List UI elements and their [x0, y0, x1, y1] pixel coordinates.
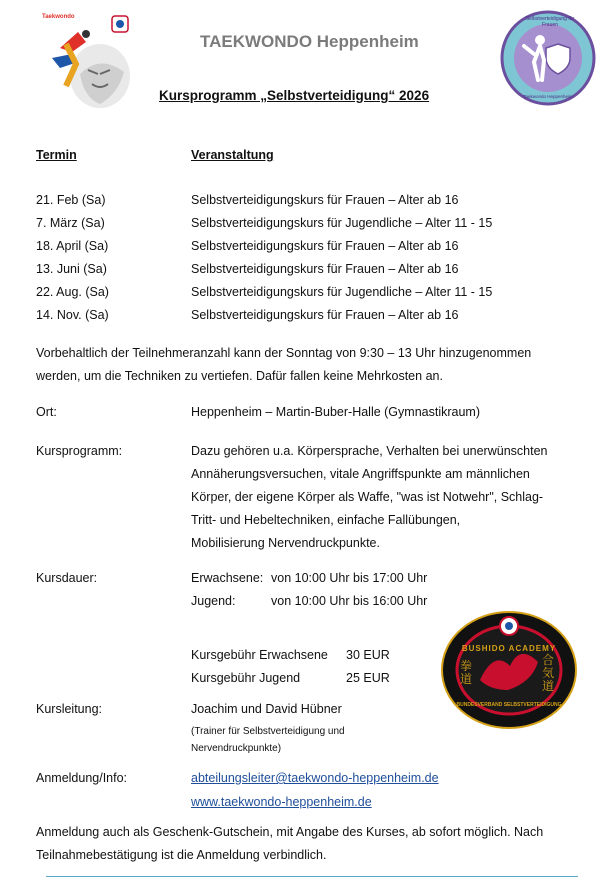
- program-line: Dazu gehören u.a. Körpersprache, Verhalten bei unerwünschten: [191, 444, 548, 458]
- instructors-note-line: (Trainer für Selbstverteidigung und: [191, 726, 345, 737]
- duration-youth-value: von 10:00 Uhr bis 16:00 Uhr: [271, 594, 428, 608]
- program-line: Annäherungsversuchen, vitale Angriffspunkte am männlichen: [191, 467, 530, 481]
- duration-youth-label: Jugend:: [191, 594, 236, 608]
- badge-right-kanji: 合気道: [542, 653, 555, 693]
- footer-note-line: Teilnahmebestätigung ist die Anmeldung verbindlich.: [36, 848, 327, 862]
- badge-bottom-text: BUNDESVERBAND SELBSTVERTEIDIGUNG: [456, 702, 562, 708]
- duration-adult-label: Erwachsene:: [191, 571, 264, 585]
- footer-note: [36, 821, 576, 867]
- taekwondo-logo: [40, 14, 132, 110]
- schedule-row-event: Selbstverteidigungskurs für Jugendliche – Alter 11 - 15: [191, 285, 493, 299]
- self-defense-women-logo: [500, 10, 596, 106]
- program-line: Mobilisierung Nervendruckpunkte.: [191, 536, 380, 550]
- schedule-row-event: Selbstverteidigungskurs für Frauen – Alter ab 16: [191, 239, 459, 253]
- sunday-note: [36, 342, 576, 388]
- program-line: Tritt- und Hebeltechniken, einfache Fallübungen,: [191, 513, 461, 527]
- schedule-row-date: 14. Nov. (Sa): [36, 308, 109, 322]
- website-link[interactable]: www.taekwondo-heppenheim.de: [191, 795, 372, 809]
- program-label: Kursprogramm:: [36, 444, 123, 458]
- program-line: Körper, der eigene Körper als Waffe, "was ist Notwehr", Schlag-: [191, 490, 544, 504]
- org-title: TAEKWONDO Heppenheim: [200, 32, 419, 51]
- instructors-names: Joachim und David Hübner: [191, 702, 342, 716]
- duration-adult-value: von 10:00 Uhr bis 17:00 Uhr: [271, 571, 428, 585]
- instructors-label: Kursleitung:: [36, 702, 103, 716]
- instructors-note-line: Nervendruckpunkte): [191, 743, 282, 754]
- schedule-row-date: 22. Aug. (Sa): [36, 285, 109, 299]
- fee-youth-label: Kursgebühr Jugend: [191, 671, 301, 685]
- logo-left-text: Taekwondo: [42, 14, 75, 20]
- contact-label: Anmeldung/Info:: [36, 771, 128, 785]
- schedule-row-event: Selbstverteidigungskurs für Frauen – Alter ab 16: [191, 308, 459, 322]
- instructors-note: [191, 723, 345, 757]
- schedule-row-event: Selbstverteidigungskurs für Frauen – Alter ab 16: [191, 262, 459, 276]
- location-label: Ort:: [36, 405, 57, 419]
- schedule-event-header: Veranstaltung: [191, 148, 274, 162]
- tiger-kicker-icon: [40, 14, 132, 110]
- schedule-row-event: Selbstverteidigungskurs für Frauen – Alter ab 16: [191, 193, 459, 207]
- document-title: Kursprogramm „Selbstverteidigung“ 2026: [159, 88, 430, 103]
- email-link[interactable]: abteilungsleiter@taekwondo-heppenheim.de: [191, 771, 439, 785]
- schedule-row-event: Selbstverteidigungskurs für Jugendliche – Alter 11 - 15: [191, 216, 493, 230]
- program-description: [191, 440, 581, 555]
- footer-rule: [46, 876, 578, 877]
- fee-adult-value: 30 EUR: [346, 648, 390, 662]
- schedule-row-date: 21. Feb (Sa): [36, 193, 106, 207]
- schedule-date-header: Termin: [36, 148, 77, 162]
- sunday-note-line: Vorbehaltlich der Teilnehmeranzahl kann der Sonntag von 9:30 – 13 Uhr hinzugenommen: [36, 346, 532, 360]
- footer-note-line: Anmeldung auch als Geschenk-Gutschein, mit Angabe des Kurses, ab sofort möglich. Nach: [36, 825, 544, 839]
- fee-youth-value: 25 EUR: [346, 671, 390, 685]
- schedule-row-date: 7. März (Sa): [36, 216, 105, 230]
- location-value: Heppenheim – Martin-Buber-Halle (Gymnastikraum): [191, 405, 480, 419]
- duration-label: Kursdauer:: [36, 571, 98, 585]
- schedule-row-date: 18. April (Sa): [36, 239, 109, 253]
- logo-right-bottom-text: Taekwondo Heppenheim: [523, 94, 573, 99]
- schedule-row-date: 13. Juni (Sa): [36, 262, 107, 276]
- logo-right-text: Selbstverteidigung für Frauen: [525, 16, 575, 28]
- badge-top-text: BUSHIDO ACADEMY: [461, 644, 557, 653]
- badge-left-kanji: 拳道: [460, 659, 473, 686]
- bushido-academy-badge: [440, 610, 578, 730]
- fee-adult-label: Kursgebühr Erwachsene: [191, 648, 328, 662]
- sunday-note-line: werden, um die Techniken zu vertiefen. Dafür fallen keine Mehrkosten an.: [36, 369, 443, 383]
